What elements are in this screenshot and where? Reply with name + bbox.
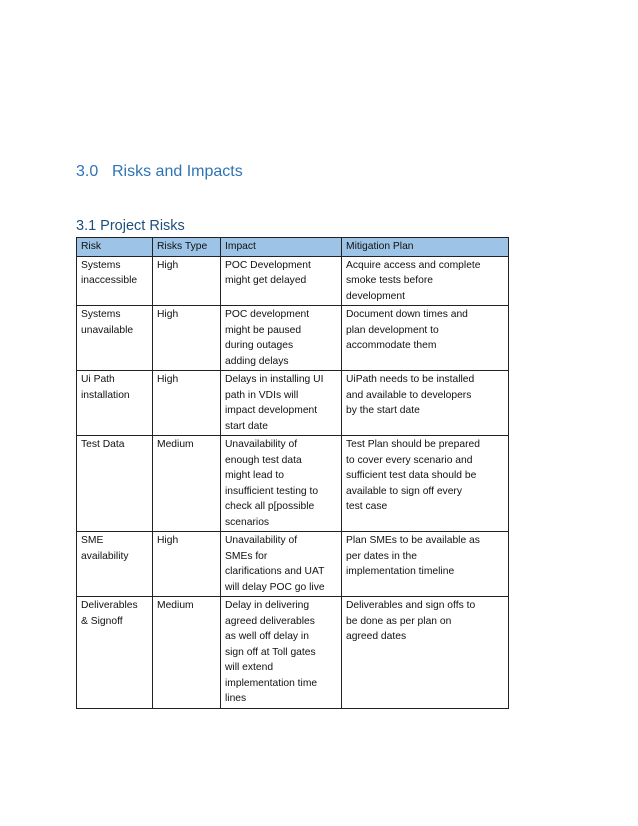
cell-text-line: available to sign off every	[346, 485, 463, 497]
risk-type-cell	[153, 597, 221, 709]
mitigation-cell	[342, 532, 509, 597]
cell-text-line: High	[157, 259, 179, 271]
mitigation-cell	[342, 597, 509, 709]
table-row	[77, 436, 509, 532]
cell-text-line: High	[157, 535, 179, 546]
cell-text-line: Unavailability of	[225, 535, 298, 546]
header-risk: Risk	[77, 238, 153, 257]
cell-text-line: Test Data	[81, 439, 125, 450]
impact-cell	[221, 597, 342, 709]
cell-text-line: adding delays	[225, 355, 289, 367]
cell-text-line: to cover every scenario and	[346, 454, 473, 466]
table-row	[77, 306, 509, 371]
risk-type-cell	[153, 436, 221, 532]
table-body	[77, 256, 509, 708]
header-impact: Impact	[221, 238, 342, 257]
cell-text-line: will delay POC go live	[225, 581, 325, 593]
cell-text-line: might lead to	[225, 470, 284, 481]
cell-text-line: SME	[81, 535, 104, 546]
impact-cell	[221, 532, 342, 597]
cell-text-line: check all p[possible	[225, 501, 315, 512]
mitigation-cell	[342, 371, 509, 436]
cell-text-line: insufficient testing to	[225, 485, 319, 497]
table-row	[77, 256, 509, 306]
table-header-row	[77, 238, 509, 257]
cell-text-line: implementation timeline	[346, 566, 455, 577]
cell-text-line: sufficient test data should be	[346, 470, 477, 481]
cell-text-line: clarifications and UAT	[225, 566, 325, 577]
cell-text-line: Acquire access and complete	[346, 259, 481, 271]
cell-text-line: unavailable	[81, 324, 134, 336]
cell-text-line: enough test data	[225, 454, 302, 466]
risk-cell	[77, 306, 153, 371]
mitigation-cell	[342, 256, 509, 306]
cell-text-line: UiPath needs to be installed	[346, 374, 475, 385]
section-title: Risks and Impacts	[112, 163, 243, 180]
section-number: 3.0	[76, 163, 99, 180]
cell-text-line: & Signoff	[81, 615, 123, 627]
cell-text-line: as well off delay in	[225, 631, 309, 642]
cell-text-line: installation	[81, 389, 130, 401]
cell-text-line: Delays in installing UI	[225, 374, 324, 385]
cell-text-line: might be paused	[225, 324, 302, 336]
cell-text-line: per dates in the	[346, 550, 417, 562]
cell-text-line: agreed dates	[346, 631, 407, 642]
risk-cell	[77, 256, 153, 306]
impact-cell	[221, 371, 342, 436]
risk-type-cell	[153, 371, 221, 436]
mitigation-cell	[342, 436, 509, 532]
mitigation-cell	[342, 306, 509, 371]
risk-type-cell	[153, 256, 221, 306]
impact-cell	[221, 256, 342, 306]
cell-text-line: during outages	[225, 340, 294, 351]
cell-text-line: will extend	[225, 662, 274, 673]
cell-text-line: accommodate them	[346, 340, 437, 351]
cell-text-line: Plan SMEs to be available as	[346, 535, 480, 546]
cell-text-line: sign off at Toll gates	[225, 646, 316, 658]
cell-text-line: Test Plan should be prepared	[346, 439, 480, 450]
cell-text-line: Deliverables and sign offs to	[346, 600, 476, 611]
risk-cell	[77, 532, 153, 597]
cell-text-line: Unavailability of	[225, 439, 298, 450]
cell-text-line: High	[157, 309, 179, 320]
table-row	[77, 371, 509, 436]
cell-text-line: Ui Path	[81, 374, 115, 385]
impact-cell	[221, 436, 342, 532]
cell-text-line: Systems	[81, 259, 121, 271]
cell-text-line: start date	[225, 420, 268, 432]
risk-type-cell	[153, 532, 221, 597]
cell-text-line: availability	[81, 550, 129, 562]
cell-text-line: path in VDIs will	[225, 389, 299, 401]
risk-cell	[77, 371, 153, 436]
risk-cell	[77, 436, 153, 532]
cell-text-line: by the start date	[346, 405, 420, 416]
cell-text-line: Delay in delivering	[225, 600, 310, 611]
risk-cell	[77, 597, 153, 709]
cell-text-line: SMEs for	[225, 550, 268, 562]
cell-text-line: development	[346, 290, 405, 302]
section-heading	[76, 163, 243, 181]
cell-text-line: High	[157, 374, 179, 385]
cell-text-line: impact development	[225, 405, 318, 416]
cell-text-line: smoke tests before	[346, 275, 433, 286]
cell-text-line: be done as per plan on	[346, 615, 452, 627]
table-row	[77, 532, 509, 597]
cell-text-line: inaccessible	[81, 275, 138, 286]
cell-text-line: agreed deliverables	[225, 615, 315, 627]
header-mitigation-plan: Mitigation Plan	[342, 238, 509, 257]
risk-type-cell	[153, 306, 221, 371]
cell-text-line: Medium	[157, 439, 194, 450]
cell-text-line: test case	[346, 501, 388, 512]
cell-text-line: scenarios	[225, 516, 270, 528]
cell-text-line: Deliverables	[81, 600, 138, 611]
cell-text-line: might get delayed	[225, 275, 307, 286]
cell-text-line: Medium	[157, 600, 194, 611]
cell-text-line: Systems	[81, 309, 121, 320]
impact-cell	[221, 306, 342, 371]
cell-text-line: lines	[225, 693, 247, 704]
cell-text-line: Document down times and	[346, 309, 468, 320]
cell-text-line: plan development to	[346, 324, 439, 336]
cell-text-line: implementation time	[225, 677, 318, 689]
project-risks-table	[76, 237, 509, 709]
table-row	[77, 597, 509, 709]
subsection-heading: 3.1 Project Risks	[76, 218, 185, 234]
header-risks-type: Risks Type	[153, 238, 221, 257]
cell-text-line: POC development	[225, 309, 310, 320]
cell-text-line: and available to developers	[346, 389, 472, 401]
cell-text-line: POC Development	[225, 259, 311, 271]
